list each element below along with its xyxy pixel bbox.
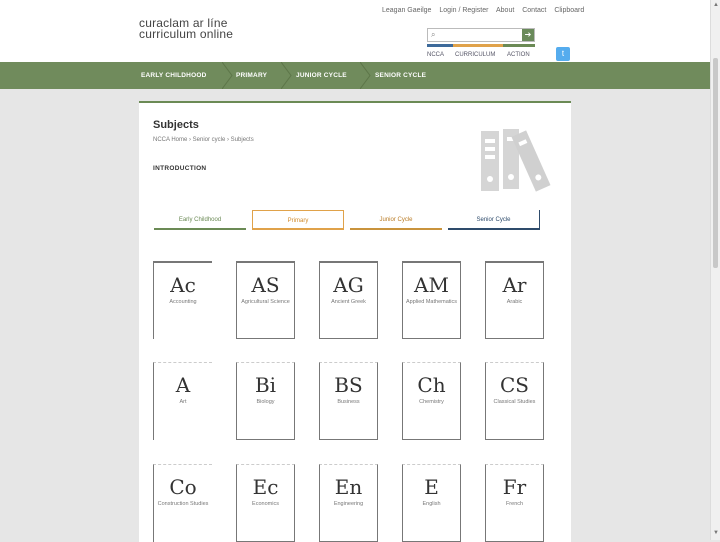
subject-name: Accounting <box>169 299 197 305</box>
link-clipboard[interactable]: Clipboard <box>554 7 585 14</box>
subject-abbreviation: Ac <box>170 273 196 297</box>
nav-separator-icon <box>281 62 293 89</box>
subject-name: Engineering <box>333 501 364 507</box>
nav-separator-icon <box>222 62 234 89</box>
nav-senior-cycle[interactable]: SENIOR CYCLE <box>375 72 427 79</box>
subject-tile-french[interactable] <box>485 464 544 542</box>
site-logo[interactable] <box>139 18 233 40</box>
tab-action[interactable]: ACTION <box>507 52 530 58</box>
subject-tile-engineering[interactable] <box>319 464 378 542</box>
vertical-scrollbar[interactable] <box>710 0 720 540</box>
scrollbar-thumb[interactable] <box>713 58 718 268</box>
tab-curriculum[interactable]: CURRICULUM <box>455 52 496 58</box>
twitter-icon[interactable]: t <box>556 47 570 61</box>
subject-name: Construction Studies <box>157 501 209 507</box>
stage-tab-early-childhood[interactable]: Early Childhood <box>154 210 246 230</box>
nav-early-childhood[interactable]: EARLY CHILDHOOD <box>141 72 207 79</box>
subject-abbreviation: CS <box>499 373 529 397</box>
subject-tile-arabic[interactable] <box>485 261 544 339</box>
subject-abbreviation: A <box>175 373 191 397</box>
subject-abbreviation: AM <box>414 273 449 297</box>
subject-name: Economics <box>252 501 279 507</box>
subject-abbreviation: Co <box>169 475 197 499</box>
subject-name: Biology <box>256 399 275 405</box>
tab-ncca[interactable]: NCCA <box>427 52 445 58</box>
subject-abbreviation: Bi <box>254 373 277 397</box>
subject-tile-agricultural-science[interactable] <box>236 261 295 339</box>
subject-abbreviation: Ec <box>252 475 279 499</box>
subject-tile-english[interactable] <box>402 464 461 542</box>
subject-tile-business[interactable] <box>319 362 378 440</box>
subject-name: Business <box>337 399 360 405</box>
logo-irish-text: curaclam ar líne <box>139 16 228 30</box>
search-input[interactable] <box>440 29 520 40</box>
search-box <box>427 28 535 42</box>
subject-abbreviation: Ar <box>502 273 527 297</box>
binders-icon <box>479 125 553 200</box>
subject-tile-construction-studies[interactable] <box>153 464 212 542</box>
introduction-link[interactable]: INTRODUCTION <box>153 165 207 172</box>
content-card <box>139 101 571 542</box>
subject-name: Applied Mathematics <box>405 299 458 305</box>
page-title: Subjects <box>153 119 199 131</box>
subject-abbreviation: BS <box>334 373 363 397</box>
nav-primary[interactable]: PRIMARY <box>236 72 268 79</box>
subject-tile-classical-studies[interactable] <box>485 362 544 440</box>
ncca-tabs <box>427 48 535 62</box>
subject-name: Art <box>179 399 187 405</box>
subject-tile-art[interactable] <box>153 362 212 440</box>
subject-tile-ancient-greek[interactable] <box>319 261 378 339</box>
subject-tile-economics[interactable] <box>236 464 295 542</box>
site-header <box>0 0 710 62</box>
subject-abbreviation: E <box>424 475 439 499</box>
subject-abbreviation: AS <box>251 273 280 297</box>
subject-name: Chemistry <box>419 399 444 405</box>
subject-tile-applied-mathematics[interactable] <box>402 261 461 339</box>
subject-name: Ancient Greek <box>331 299 366 305</box>
ncca-color-bar <box>427 44 535 47</box>
search-submit-button[interactable]: ➔ <box>522 29 534 41</box>
scroll-up-arrow-icon[interactable]: ▲ <box>713 2 719 8</box>
subject-tile-biology[interactable] <box>236 362 295 440</box>
subject-tile-chemistry[interactable] <box>402 362 461 440</box>
subject-name: English <box>422 501 441 507</box>
subject-name: Classical Studies <box>493 399 536 405</box>
subject-name: Arabic <box>506 299 523 305</box>
subject-name: Agricultural Science <box>241 299 290 305</box>
subject-abbreviation: Fr <box>502 475 527 499</box>
scroll-down-arrow-icon[interactable]: ▼ <box>713 530 719 536</box>
subject-name: French <box>505 501 524 507</box>
nav-junior-cycle[interactable]: JUNIOR CYCLE <box>296 72 347 79</box>
link-login-register[interactable]: Login / Register <box>439 7 489 14</box>
logo-english-text: curriculum online <box>139 27 234 41</box>
subject-abbreviation: AG <box>333 273 364 297</box>
link-contact[interactable]: Contact <box>522 7 547 14</box>
subject-abbreviation: Ch <box>417 373 446 397</box>
stage-tab-primary[interactable]: Primary <box>252 210 344 230</box>
subject-abbreviation: En <box>334 475 363 499</box>
stage-tab-junior-cycle[interactable]: Junior Cycle <box>350 210 442 230</box>
link-irish-version[interactable]: Leagan Gaeilge <box>382 7 432 14</box>
breadcrumb[interactable]: NCCA Home › Senior cycle › Subjects <box>153 137 254 143</box>
subject-tile-accounting[interactable] <box>153 261 212 339</box>
stage-tab-senior-cycle[interactable]: Senior Cycle <box>448 210 540 230</box>
main-nav <box>0 62 710 89</box>
link-about[interactable]: About <box>495 7 515 14</box>
search-icon: ⌕ <box>431 30 436 39</box>
nav-separator-icon <box>360 62 372 89</box>
top-links <box>382 7 590 14</box>
